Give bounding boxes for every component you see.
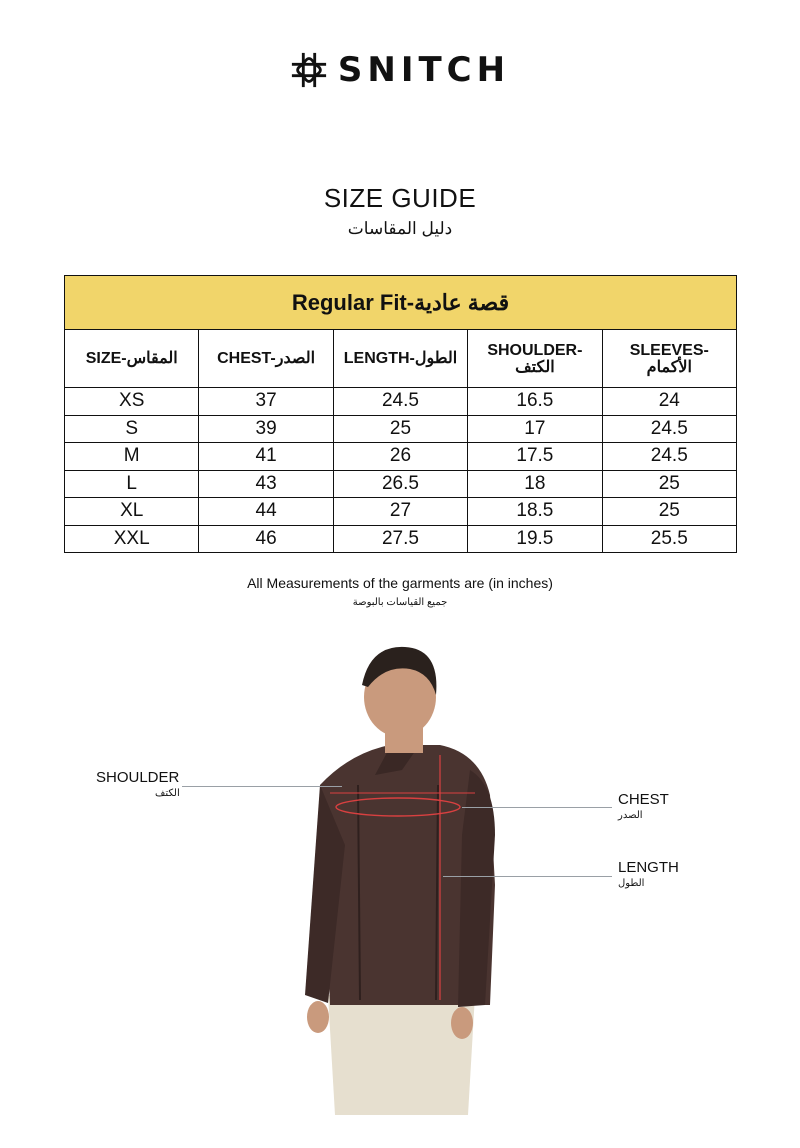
table-row [65,498,737,526]
size-table [64,275,737,553]
table-cell: 25.5 [602,525,736,553]
length-label: LENGTH [618,859,679,876]
column-header-sleeves [602,330,736,388]
table-cell: 27 [333,498,467,526]
table-cell: M [65,443,199,471]
column-header-chest [199,330,333,388]
table-cell: 41 [199,443,333,471]
shoulder-label-arabic: الكتف [155,788,180,799]
shoulder-guide-line [182,786,342,787]
table-row [65,525,737,553]
table-cell: XL [65,498,199,526]
table-cell: 26.5 [333,470,467,498]
fit-label: Regular Fit-قصة عادية [65,276,737,330]
column-header-shoulder [468,330,602,388]
table-cell: 43 [199,470,333,498]
table-cell: 18 [468,470,602,498]
table-row [65,388,737,416]
header-line: SHOULDER- [487,341,583,359]
table-cell: 25 [602,498,736,526]
table-cell: 19.5 [468,525,602,553]
column-header-length [333,330,467,388]
table-cell: 24.5 [602,443,736,471]
header-line: SLEEVES- [629,341,709,359]
table-cell: 24.5 [333,388,467,416]
chest-label: CHEST [618,791,669,808]
table-cell: 18.5 [468,498,602,526]
header-line-arabic: الأكمام [646,358,692,376]
table-cell: S [65,415,199,443]
table-cell: 44 [199,498,333,526]
table-cell: 46 [199,525,333,553]
header-line: LENGTH-الطول [343,350,458,367]
measurement-note-arabic: جميع القياسات بالبوصة [352,597,448,608]
table-row [65,415,737,443]
table-cell: XS [65,388,199,416]
table-cell: 39 [199,415,333,443]
table-cell: 26 [333,443,467,471]
model-figure [290,635,520,1115]
table-cell: 37 [199,388,333,416]
length-label-arabic: الطول [618,878,645,889]
shoulder-label: SHOULDER [96,769,180,786]
table-row [65,470,737,498]
column-header-size [65,330,199,388]
header-line-arabic: الكتف [515,358,555,376]
chest-label-arabic: الصدر [618,810,643,821]
header-line: CHEST-الصدر [217,350,316,367]
table-cell: 24 [602,388,736,416]
table-cell: 25 [333,415,467,443]
table-row [65,443,737,471]
brand-name: SNITCH [337,50,511,90]
chest-guide-line [462,807,612,808]
table-cell: 17.5 [468,443,602,471]
table-cell: L [65,470,199,498]
table-cell: 24.5 [602,415,736,443]
fit-header-row [65,276,737,330]
page-title: SIZE GUIDE [323,183,477,213]
page-title-arabic: دليل المقاسات [347,219,453,238]
table-cell: 27.5 [333,525,467,553]
hash-grid-logo-icon [290,51,328,89]
table-cell: XXL [65,525,199,553]
header-line: SIZE-المقاس [85,350,178,367]
table-cell: 16.5 [468,388,602,416]
table-cell: 25 [602,470,736,498]
length-guide-line [443,876,612,877]
measurement-note: All Measurements of the garments are (in inches) [247,575,553,591]
table-cell: 17 [468,415,602,443]
brand-header [0,50,800,90]
column-header-row [65,330,737,388]
